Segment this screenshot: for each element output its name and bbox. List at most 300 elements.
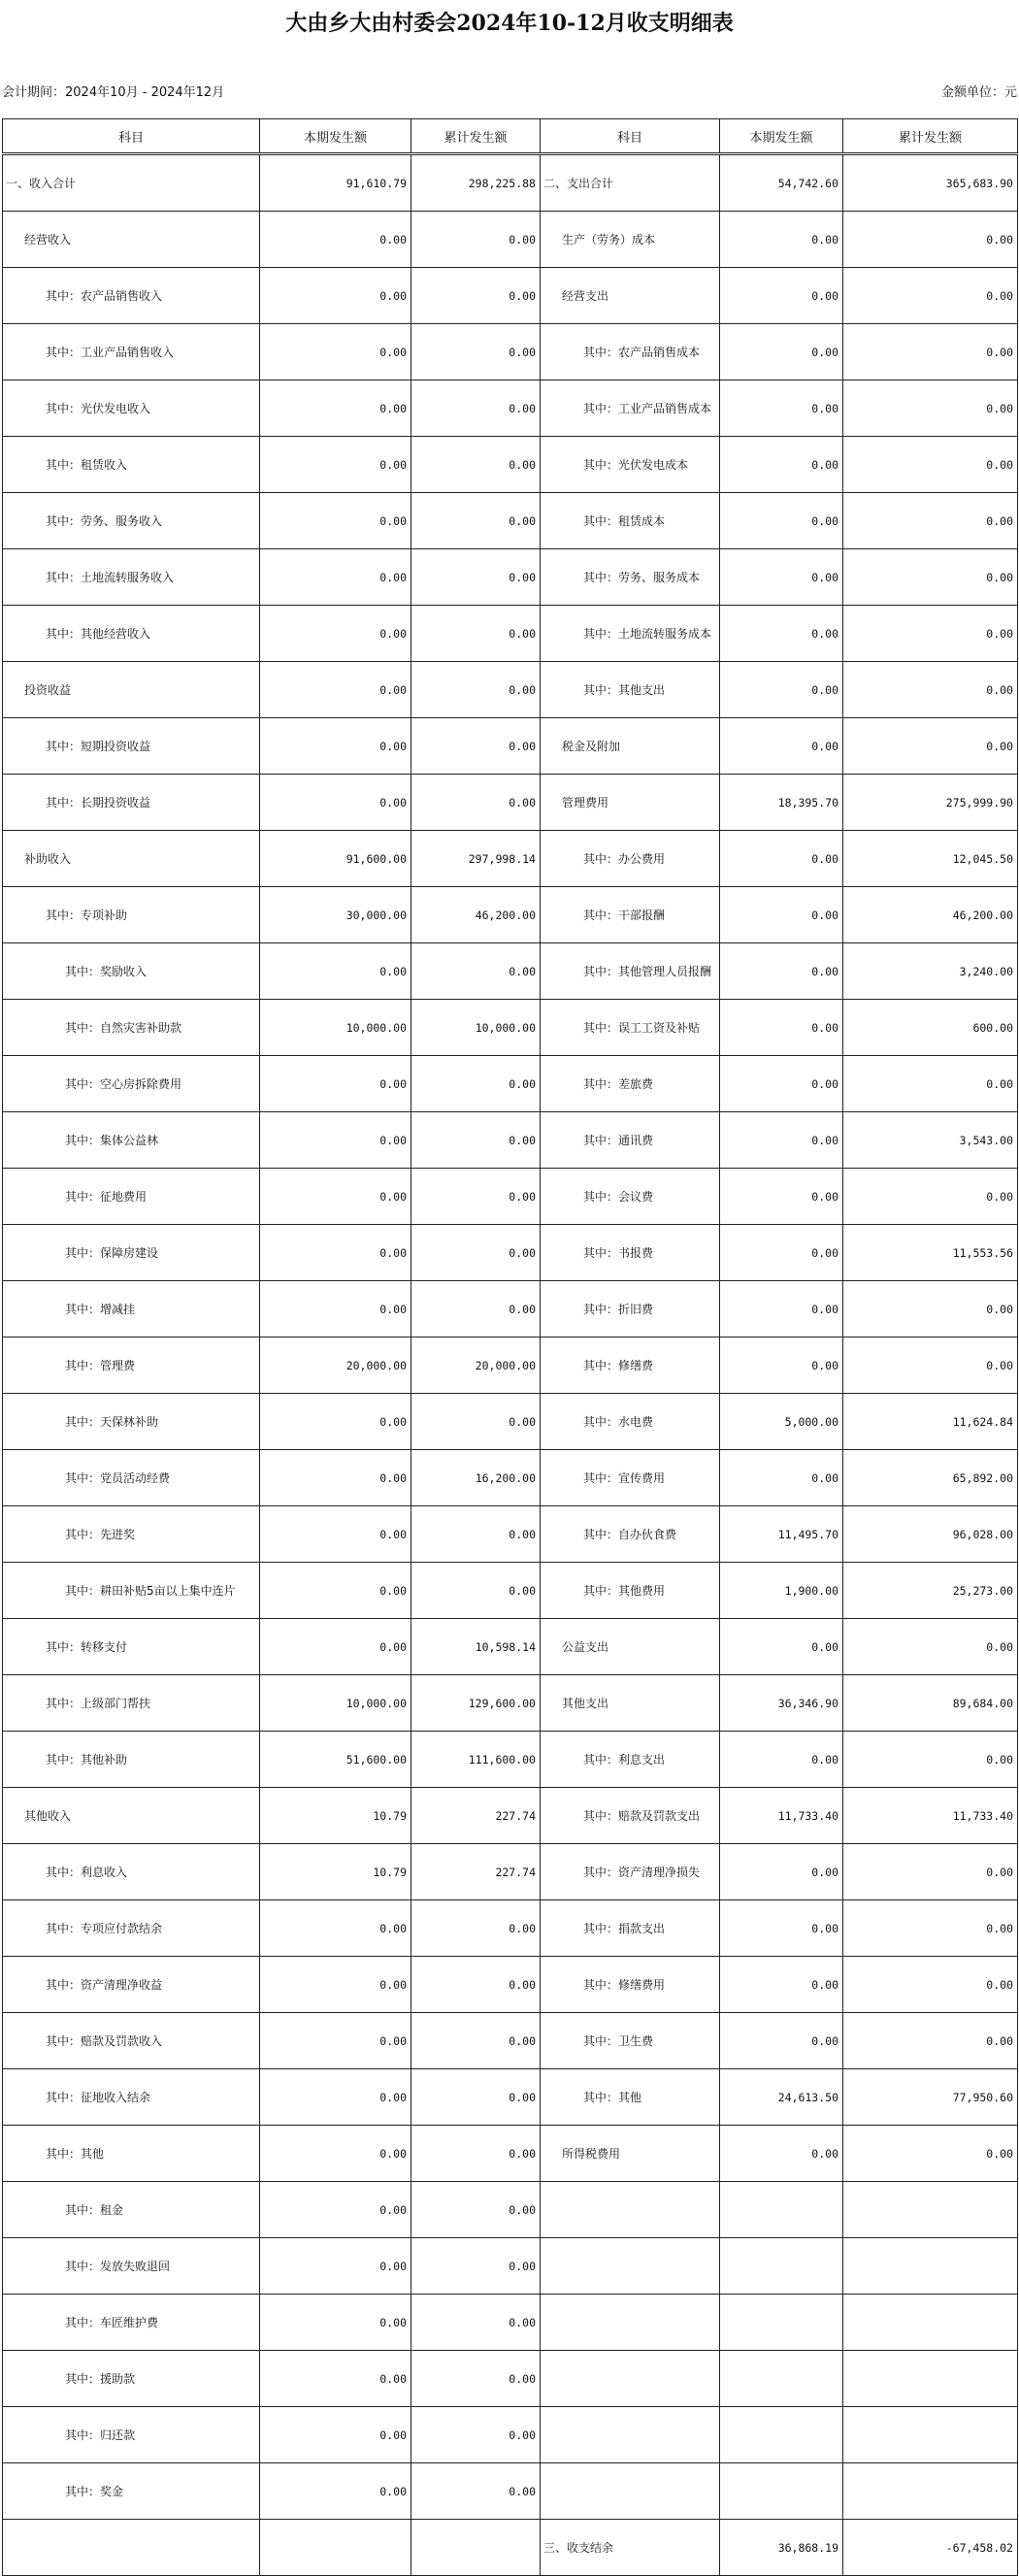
expense-subject-cell [541,2182,720,2238]
expense-subject-cell: 三、收支结余 [541,2520,720,2576]
income-current-amount-cell: 0.00 [260,2069,411,2126]
income-cumulative-amount-cell: 0.00 [411,1056,541,1112]
expense-current-amount-cell: 36,868.19 [720,2520,843,2576]
income-current-amount-cell: 10.79 [260,1844,411,1900]
accounting-period: 会计期间：2024年10月 - 2024年12月 [2,85,225,100]
header-cumulative-right: 累计发生额 [843,119,1018,154]
table-row [3,2126,1018,2182]
table-row [3,1112,1018,1169]
income-cumulative-amount-cell: 0.00 [411,1394,541,1450]
income-cumulative-amount-cell: 0.00 [411,606,541,662]
income-current-amount-cell: 0.00 [260,718,411,775]
expense-current-amount-cell: 0.00 [720,1056,843,1112]
expense-cumulative-amount-cell: 0.00 [843,1056,1018,1112]
expense-subject-cell: 其中：光伏发电成本 [541,437,720,493]
expense-subject-cell: 其中：通讯费 [541,1112,720,1169]
table-row [3,2013,1018,2069]
expense-subject-cell: 公益支出 [541,1619,720,1675]
income-current-amount-cell: 0.00 [260,549,411,606]
expense-subject-cell: 其中：劳务、服务成本 [541,549,720,606]
income-subject-cell: 其中：转移支付 [3,1619,260,1675]
expense-cumulative-amount-cell [843,2407,1018,2463]
expense-cumulative-amount-cell: 0.00 [843,1900,1018,1957]
currency-unit: 金额单位：元 [940,85,1017,100]
expense-cumulative-amount-cell [843,2238,1018,2295]
table-body [3,154,1018,2576]
table-row [3,887,1018,943]
expense-current-amount-cell: 1,900.00 [720,1563,843,1619]
expense-current-amount-cell: 18,395.70 [720,775,843,831]
table-row [3,1338,1018,1394]
income-cumulative-amount-cell: 0.00 [411,2126,541,2182]
table-row [3,154,1018,212]
income-cumulative-amount-cell: 0.00 [411,943,541,1000]
expense-subject-cell: 其中：自办伙食费 [541,1506,720,1563]
expense-cumulative-amount-cell: 0.00 [843,2013,1018,2069]
expense-subject-cell: 其中：其他费用 [541,1563,720,1619]
income-cumulative-amount-cell: 129,600.00 [411,1675,541,1732]
table-row [3,1732,1018,1788]
expense-subject-cell: 其中：利息支出 [541,1732,720,1788]
expense-current-amount-cell: 0.00 [720,2013,843,2069]
income-current-amount-cell: 0.00 [260,2295,411,2351]
income-cumulative-amount-cell: 0.00 [411,662,541,718]
table-row [3,1450,1018,1506]
table-row [3,1394,1018,1450]
expense-cumulative-amount-cell: 0.00 [843,1844,1018,1900]
expense-subject-cell: 其中：宣传费用 [541,1450,720,1506]
expense-subject-cell: 其中：水电费 [541,1394,720,1450]
income-cumulative-amount-cell: 227.74 [411,1844,541,1900]
expense-subject-cell: 其中：卫生费 [541,2013,720,2069]
income-cumulative-amount-cell: 0.00 [411,1506,541,1563]
expense-subject-cell: 其中：差旅费 [541,1056,720,1112]
header-subject-left: 科目 [3,119,260,154]
income-subject-cell: 其中：征地收入结余 [3,2069,260,2126]
table-row [3,1225,1018,1281]
expense-cumulative-amount-cell [843,2351,1018,2407]
header-current-right: 本期发生额 [720,119,843,154]
income-current-amount-cell: 0.00 [260,2126,411,2182]
table-row [3,2520,1018,2576]
expense-subject-cell: 其中：会议费 [541,1169,720,1225]
expense-cumulative-amount-cell: 0.00 [843,549,1018,606]
expense-subject-cell: 经营支出 [541,268,720,324]
income-current-amount-cell: 0.00 [260,943,411,1000]
income-cumulative-amount-cell [411,2520,541,2576]
income-cumulative-amount-cell: 298,225.88 [411,154,541,212]
table-row [3,268,1018,324]
expense-cumulative-amount-cell: 0.00 [843,324,1018,380]
expense-cumulative-amount-cell: 275,999.90 [843,775,1018,831]
income-current-amount-cell: 0.00 [260,268,411,324]
expense-subject-cell: 其中：其他管理人员报酬 [541,943,720,1000]
income-current-amount-cell: 0.00 [260,2407,411,2463]
income-current-amount-cell: 0.00 [260,324,411,380]
expense-current-amount-cell: 0.00 [720,1112,843,1169]
income-cumulative-amount-cell: 0.00 [411,380,541,437]
expense-current-amount-cell: 0.00 [720,943,843,1000]
table-row [3,1844,1018,1900]
income-cumulative-amount-cell: 0.00 [411,1112,541,1169]
expense-subject-cell: 其中：折旧费 [541,1281,720,1338]
table-row [3,1957,1018,2013]
table-row [3,2407,1018,2463]
expense-current-amount-cell: 0.00 [720,1450,843,1506]
expense-cumulative-amount-cell: -67,458.02 [843,2520,1018,2576]
table-row [3,1281,1018,1338]
income-subject-cell: 其中：耕田补贴5亩以上集中连片 [3,1563,260,1619]
income-subject-cell: 其中：天保林补助 [3,1394,260,1450]
expense-current-amount-cell [720,2407,843,2463]
header-current-left: 本期发生额 [260,119,411,154]
income-current-amount-cell: 10,000.00 [260,1675,411,1732]
expense-cumulative-amount-cell: 0.00 [843,268,1018,324]
table-row [3,775,1018,831]
income-subject-cell: 其中：资产清理净收益 [3,1957,260,2013]
table-row [3,1619,1018,1675]
table-row [3,324,1018,380]
expense-subject-cell: 其中：其他 [541,2069,720,2126]
income-current-amount-cell: 91,600.00 [260,831,411,887]
income-cumulative-amount-cell: 0.00 [411,1281,541,1338]
income-subject-cell: 其中：工业产品销售收入 [3,324,260,380]
expense-current-amount-cell: 0.00 [720,1619,843,1675]
income-current-amount-cell: 0.00 [260,1112,411,1169]
expense-subject-cell [541,2238,720,2295]
income-cumulative-amount-cell: 0.00 [411,1225,541,1281]
income-cumulative-amount-cell: 20,000.00 [411,1338,541,1394]
income-cumulative-amount-cell: 0.00 [411,2295,541,2351]
income-cumulative-amount-cell: 0.00 [411,2069,541,2126]
table-row [3,1788,1018,1844]
income-subject-cell: 其中：土地流转服务收入 [3,549,260,606]
income-cumulative-amount-cell: 0.00 [411,268,541,324]
expense-cumulative-amount-cell: 0.00 [843,212,1018,268]
table-row [3,493,1018,549]
expense-cumulative-amount-cell [843,2295,1018,2351]
expense-current-amount-cell: 0.00 [720,437,843,493]
income-subject-cell: 其中：发放失败退回 [3,2238,260,2295]
income-cumulative-amount-cell: 16,200.00 [411,1450,541,1506]
income-subject-cell: 其中：管理费 [3,1338,260,1394]
expense-cumulative-amount-cell: 0.00 [843,662,1018,718]
expense-cumulative-amount-cell: 96,028.00 [843,1506,1018,1563]
expense-cumulative-amount-cell: 365,683.90 [843,154,1018,212]
income-subject-cell: 经营收入 [3,212,260,268]
income-current-amount-cell: 0.00 [260,2463,411,2520]
expense-cumulative-amount-cell: 0.00 [843,2126,1018,2182]
expense-subject-cell: 其中：土地流转服务成本 [541,606,720,662]
income-subject-cell: 其中：上级部门帮扶 [3,1675,260,1732]
income-subject-cell: 其中：保障房建设 [3,1225,260,1281]
expense-current-amount-cell: 0.00 [720,1338,843,1394]
income-subject-cell: 其中：征地费用 [3,1169,260,1225]
income-current-amount-cell: 0.00 [260,1169,411,1225]
table-row [3,1506,1018,1563]
expense-subject-cell: 其中：误工工资及补贴 [541,1000,720,1056]
table-row [3,606,1018,662]
income-cumulative-amount-cell: 0.00 [411,2463,541,2520]
table-row [3,549,1018,606]
income-cumulative-amount-cell: 0.00 [411,2182,541,2238]
table-row [3,718,1018,775]
expense-subject-cell: 其中：修缮费 [541,1338,720,1394]
expense-current-amount-cell: 0.00 [720,380,843,437]
expense-subject-cell [541,2351,720,2407]
expense-current-amount-cell: 0.00 [720,212,843,268]
income-current-amount-cell: 0.00 [260,662,411,718]
expense-cumulative-amount-cell: 65,892.00 [843,1450,1018,1506]
income-subject-cell: 其中：增减挂 [3,1281,260,1338]
income-subject-cell: 其中：援助款 [3,2351,260,2407]
income-cumulative-amount-cell: 0.00 [411,718,541,775]
income-subject-cell: 其中：农产品销售收入 [3,268,260,324]
table-row [3,380,1018,437]
expense-current-amount-cell: 54,742.60 [720,154,843,212]
expense-subject-cell: 管理费用 [541,775,720,831]
expense-cumulative-amount-cell: 25,273.00 [843,1563,1018,1619]
income-cumulative-amount-cell: 0.00 [411,493,541,549]
expense-cumulative-amount-cell: 0.00 [843,1169,1018,1225]
expense-current-amount-cell: 0.00 [720,1281,843,1338]
table-row [3,831,1018,887]
expense-subject-cell: 其中：捐款支出 [541,1900,720,1957]
expense-subject-cell: 其中：赔款及罚款支出 [541,1788,720,1844]
expense-cumulative-amount-cell: 11,624.84 [843,1394,1018,1450]
expense-cumulative-amount-cell: 89,684.00 [843,1675,1018,1732]
income-current-amount-cell: 0.00 [260,1900,411,1957]
income-cumulative-amount-cell: 0.00 [411,437,541,493]
income-subject-cell: 其中：自然灾害补助款 [3,1000,260,1056]
expense-current-amount-cell: 0.00 [720,268,843,324]
table-row [3,212,1018,268]
table-row [3,943,1018,1000]
income-subject-cell: 其中：短期投资收益 [3,718,260,775]
table-row [3,2351,1018,2407]
income-current-amount-cell: 10.79 [260,1788,411,1844]
income-cumulative-amount-cell: 46,200.00 [411,887,541,943]
expense-current-amount-cell: 24,613.50 [720,2069,843,2126]
income-current-amount-cell: 10,000.00 [260,1000,411,1056]
expense-subject-cell: 其中：租赁成本 [541,493,720,549]
income-cumulative-amount-cell: 297,998.14 [411,831,541,887]
header-cumulative-left: 累计发生额 [411,119,541,154]
income-subject-cell: 其他收入 [3,1788,260,1844]
expense-cumulative-amount-cell: 11,553.56 [843,1225,1018,1281]
income-current-amount-cell: 0.00 [260,1619,411,1675]
income-subject-cell: 其中：其他补助 [3,1732,260,1788]
income-subject-cell: 其中：党员活动经费 [3,1450,260,1506]
expense-cumulative-amount-cell: 0.00 [843,1957,1018,2013]
expense-cumulative-amount-cell: 3,240.00 [843,943,1018,1000]
report-title: 大由乡大由村委会2024年10-12月收支明细表 [285,11,734,36]
table-row [3,662,1018,718]
income-cumulative-amount-cell: 10,598.14 [411,1619,541,1675]
income-current-amount-cell: 0.00 [260,2182,411,2238]
expense-current-amount-cell: 36,346.90 [720,1675,843,1732]
income-cumulative-amount-cell: 0.00 [411,549,541,606]
expense-current-amount-cell: 0.00 [720,1900,843,1957]
income-current-amount-cell: 0.00 [260,493,411,549]
income-current-amount-cell: 0.00 [260,775,411,831]
expense-cumulative-amount-cell [843,2182,1018,2238]
expense-cumulative-amount-cell: 0.00 [843,380,1018,437]
income-cumulative-amount-cell: 111,600.00 [411,1732,541,1788]
income-cumulative-amount-cell: 0.00 [411,2013,541,2069]
header-subject-right: 科目 [541,119,720,154]
income-subject-cell: 其中：集体公益林 [3,1112,260,1169]
income-subject-cell: 其中：租赁收入 [3,437,260,493]
income-subject-cell: 其中：劳务、服务收入 [3,493,260,549]
income-cumulative-amount-cell: 0.00 [411,324,541,380]
expense-cumulative-amount-cell: 12,045.50 [843,831,1018,887]
expense-current-amount-cell: 0.00 [720,1225,843,1281]
expense-current-amount-cell [720,2351,843,2407]
table-row [3,1900,1018,1957]
table-row [3,1169,1018,1225]
income-current-amount-cell: 0.00 [260,1394,411,1450]
income-cumulative-amount-cell: 227.74 [411,1788,541,1844]
expense-subject-cell [541,2295,720,2351]
expense-subject-cell: 其中：书报费 [541,1225,720,1281]
expense-cumulative-amount-cell: 0.00 [843,493,1018,549]
expense-current-amount-cell: 11,733.40 [720,1788,843,1844]
expense-current-amount-cell: 0.00 [720,662,843,718]
table-row [3,1675,1018,1732]
table-row [3,1563,1018,1619]
expense-current-amount-cell: 0.00 [720,493,843,549]
expense-subject-cell: 生产（劳务）成本 [541,212,720,268]
expense-cumulative-amount-cell: 0.00 [843,1338,1018,1394]
expense-subject-cell: 其中：干部报酬 [541,887,720,943]
income-current-amount-cell: 51,600.00 [260,1732,411,1788]
income-subject-cell: 其中：长期投资收益 [3,775,260,831]
income-current-amount-cell: 0.00 [260,2013,411,2069]
expense-current-amount-cell: 0.00 [720,1957,843,2013]
income-current-amount-cell: 0.00 [260,1506,411,1563]
income-subject-cell: 其中：租金 [3,2182,260,2238]
expense-current-amount-cell: 0.00 [720,831,843,887]
table-row [3,2069,1018,2126]
expense-cumulative-amount-cell: 46,200.00 [843,887,1018,943]
expense-cumulative-amount-cell: 600.00 [843,1000,1018,1056]
income-current-amount-cell: 20,000.00 [260,1338,411,1394]
expense-subject-cell: 所得税费用 [541,2126,720,2182]
income-subject-cell: 其中：归还款 [3,2407,260,2463]
income-subject-cell: 其中：其他 [3,2126,260,2182]
expense-cumulative-amount-cell: 0.00 [843,1732,1018,1788]
expense-current-amount-cell: 0.00 [720,549,843,606]
expense-current-amount-cell [720,2238,843,2295]
expense-cumulative-amount-cell: 11,733.40 [843,1788,1018,1844]
expense-subject-cell: 其中：修缮费用 [541,1957,720,2013]
income-current-amount-cell: 0.00 [260,1563,411,1619]
income-cumulative-amount-cell: 0.00 [411,1169,541,1225]
expense-current-amount-cell: 5,000.00 [720,1394,843,1450]
income-current-amount-cell: 0.00 [260,1225,411,1281]
expense-subject-cell [541,2463,720,2520]
expense-subject-cell: 二、支出合计 [541,154,720,212]
expense-subject-cell: 其中：其他支出 [541,662,720,718]
expense-current-amount-cell: 0.00 [720,1000,843,1056]
expense-subject-cell [541,2407,720,2463]
expense-current-amount-cell: 0.00 [720,606,843,662]
table-row [3,2182,1018,2238]
income-subject-cell [3,2520,260,2576]
expense-current-amount-cell: 0.00 [720,2126,843,2182]
expense-subject-cell: 其中：工业产品销售成本 [541,380,720,437]
income-current-amount-cell: 91,610.79 [260,154,411,212]
income-current-amount-cell: 0.00 [260,1056,411,1112]
expense-current-amount-cell: 0.00 [720,1844,843,1900]
income-cumulative-amount-cell: 0.00 [411,212,541,268]
income-cumulative-amount-cell: 0.00 [411,775,541,831]
income-subject-cell: 其中：利息收入 [3,1844,260,1900]
table-row [3,2463,1018,2520]
expense-subject-cell: 其他支出 [541,1675,720,1732]
income-current-amount-cell: 0.00 [260,380,411,437]
table-row [3,437,1018,493]
table-row [3,2295,1018,2351]
table-row [3,2238,1018,2295]
income-subject-cell: 一、收入合计 [3,154,260,212]
income-cumulative-amount-cell: 0.00 [411,2351,541,2407]
income-subject-cell: 其中：空心房拆除费用 [3,1056,260,1112]
expense-current-amount-cell: 11,495.70 [720,1506,843,1563]
expense-cumulative-amount-cell: 0.00 [843,1619,1018,1675]
expense-current-amount-cell [720,2182,843,2238]
income-current-amount-cell: 0.00 [260,1957,411,2013]
income-subject-cell: 其中：专项补助 [3,887,260,943]
income-current-amount-cell: 0.00 [260,212,411,268]
expense-current-amount-cell: 0.00 [720,324,843,380]
income-expense-table [2,118,1018,2576]
expense-current-amount-cell: 0.00 [720,1169,843,1225]
expense-subject-cell: 其中：农产品销售成本 [541,324,720,380]
income-cumulative-amount-cell: 0.00 [411,2238,541,2295]
income-current-amount-cell: 0.00 [260,606,411,662]
expense-current-amount-cell: 0.00 [720,1732,843,1788]
expense-cumulative-amount-cell: 77,950.60 [843,2069,1018,2126]
income-current-amount-cell: 0.00 [260,2351,411,2407]
income-current-amount-cell: 30,000.00 [260,887,411,943]
expense-subject-cell: 税金及附加 [541,718,720,775]
table-row [3,1056,1018,1112]
income-subject-cell: 补助收入 [3,831,260,887]
income-cumulative-amount-cell: 10,000.00 [411,1000,541,1056]
expense-cumulative-amount-cell: 0.00 [843,1281,1018,1338]
expense-cumulative-amount-cell: 0.00 [843,606,1018,662]
income-cumulative-amount-cell: 0.00 [411,1563,541,1619]
expense-subject-cell: 其中：办公费用 [541,831,720,887]
expense-current-amount-cell [720,2295,843,2351]
expense-subject-cell: 其中：资产清理净损失 [541,1844,720,1900]
expense-cumulative-amount-cell: 0.00 [843,718,1018,775]
income-current-amount-cell: 0.00 [260,437,411,493]
income-current-amount-cell: 0.00 [260,1281,411,1338]
income-cumulative-amount-cell: 0.00 [411,2407,541,2463]
income-cumulative-amount-cell: 0.00 [411,1957,541,2013]
income-current-amount-cell: 0.00 [260,2238,411,2295]
income-subject-cell: 其中：车匠维护费 [3,2295,260,2351]
expense-current-amount-cell [720,2463,843,2520]
income-subject-cell: 其中：赔款及罚款收入 [3,2013,260,2069]
expense-cumulative-amount-cell: 3,543.00 [843,1112,1018,1169]
income-subject-cell: 投资收益 [3,662,260,718]
income-subject-cell: 其中：其他经营收入 [3,606,260,662]
expense-cumulative-amount-cell: 0.00 [843,437,1018,493]
